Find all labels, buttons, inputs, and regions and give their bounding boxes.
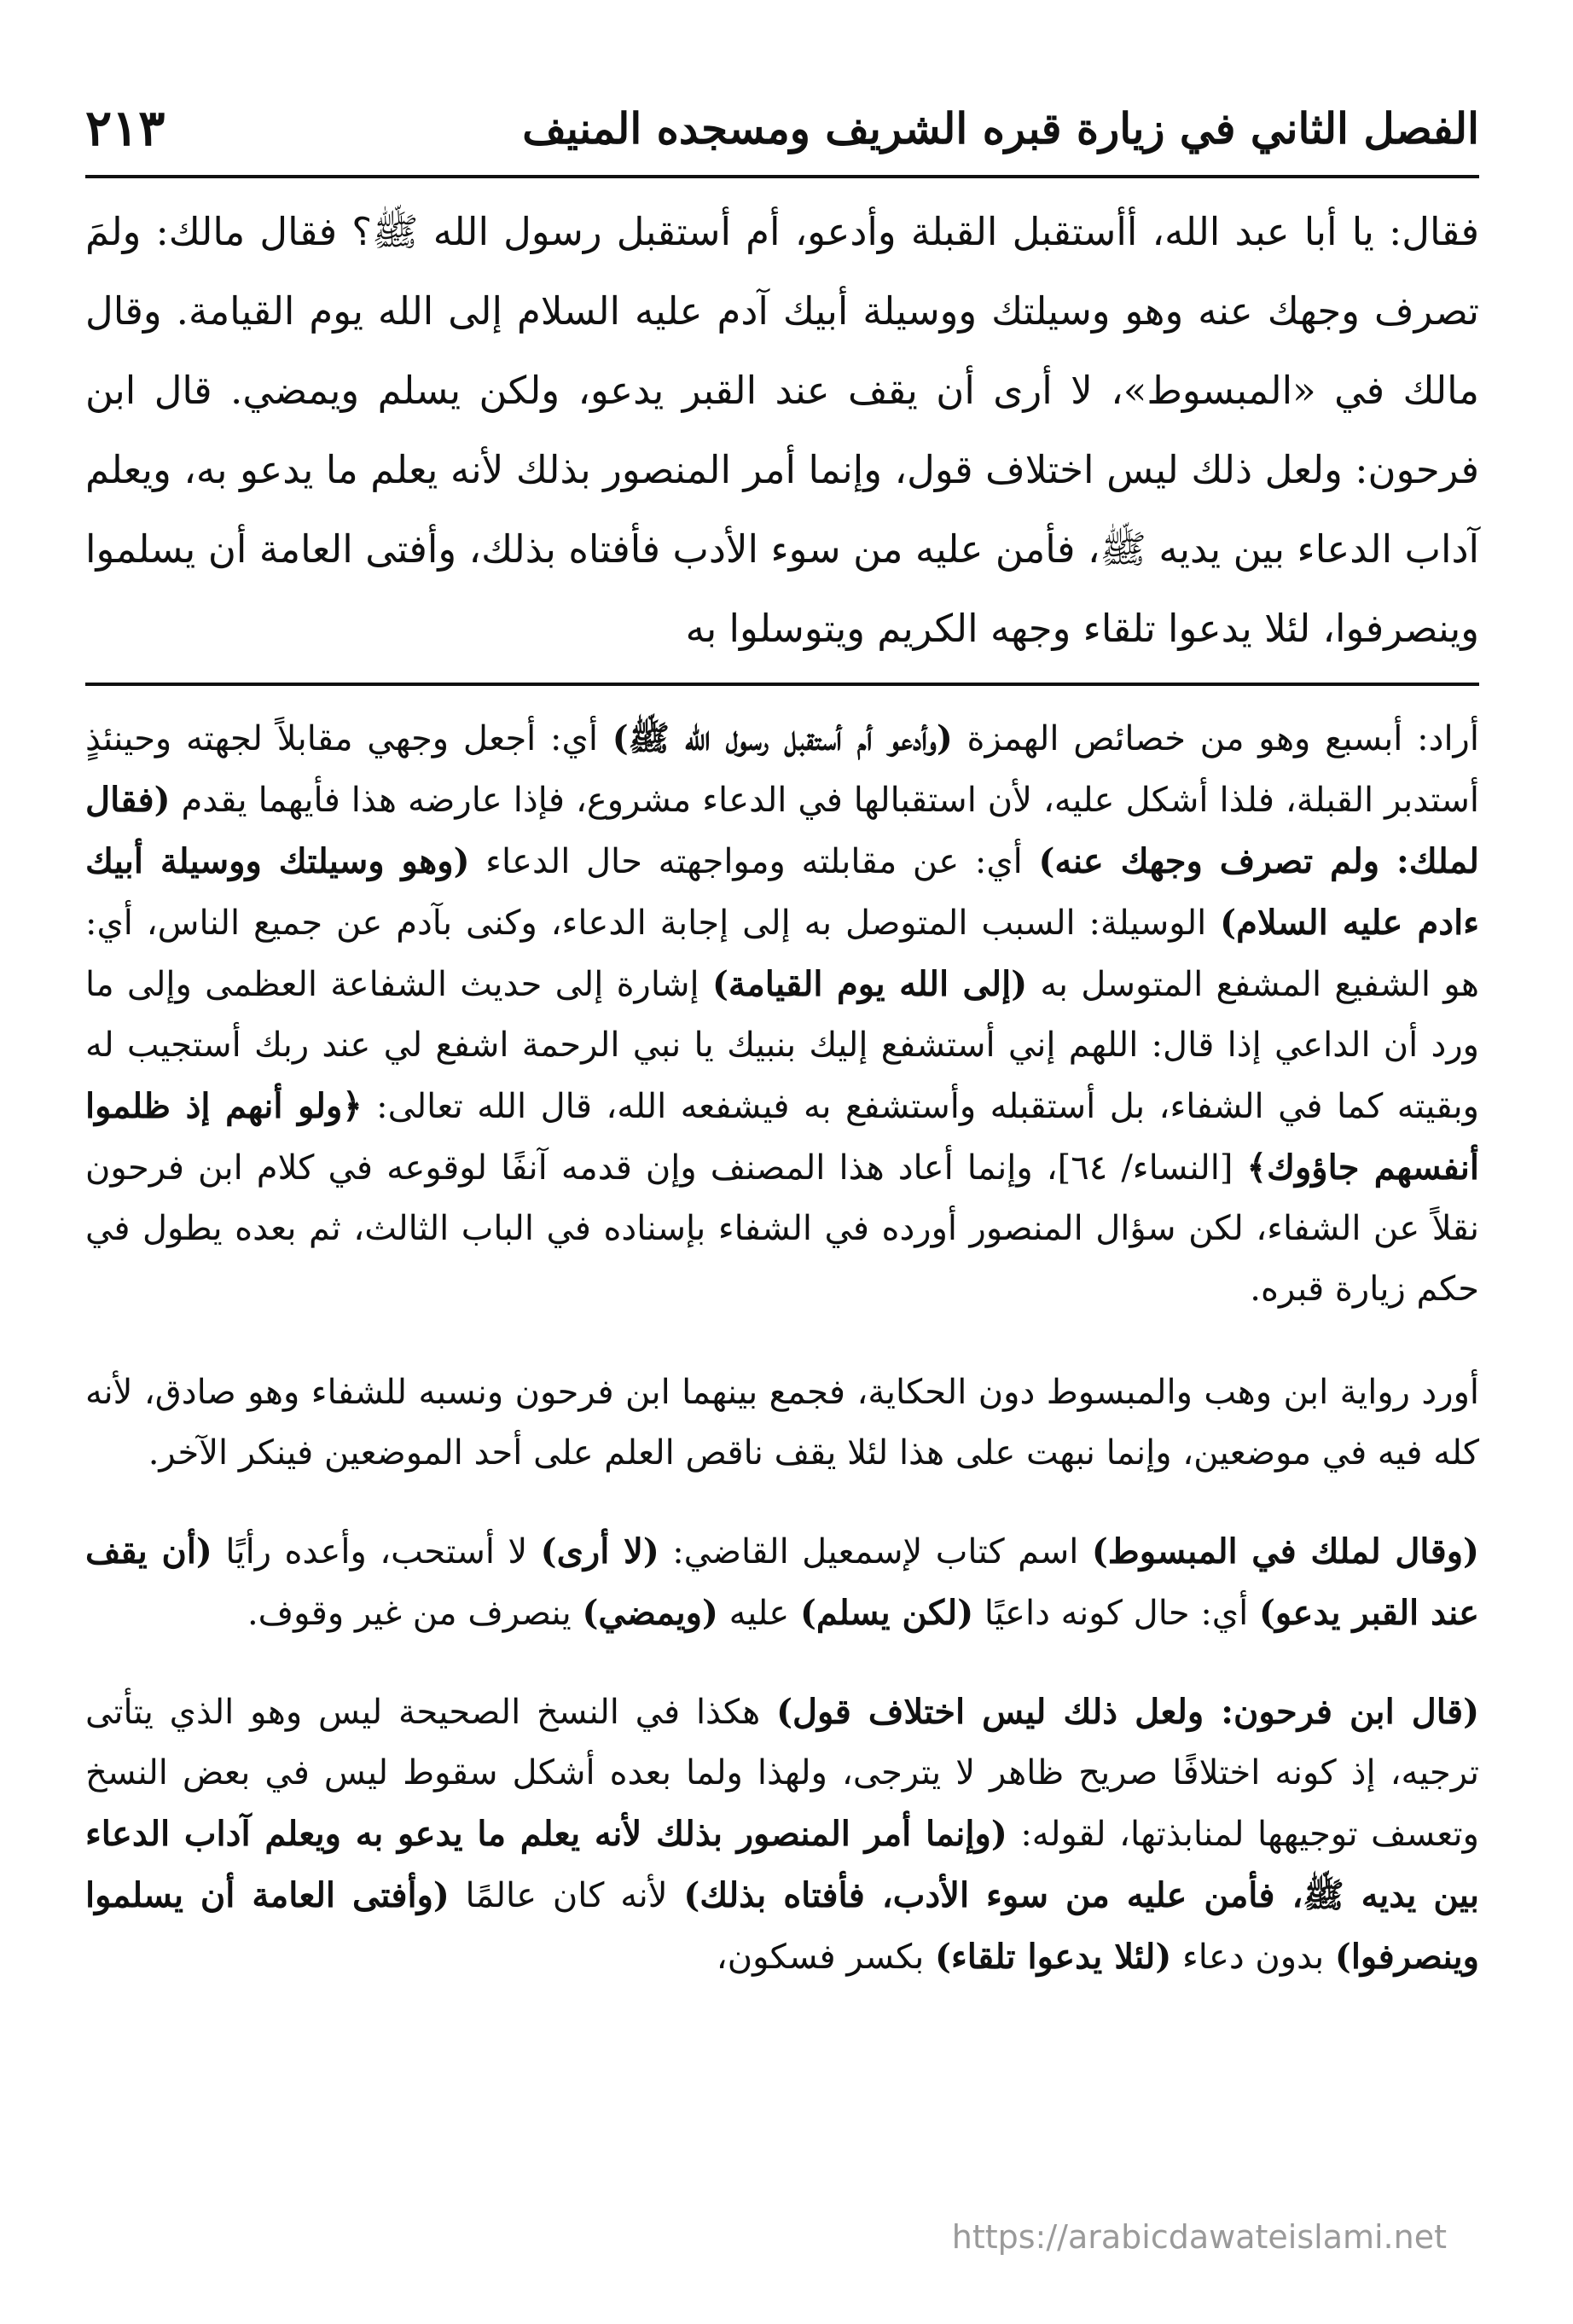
commentary-text: عليه [717,1594,800,1633]
quoted-matn: (فقال لملك: ولم تصرف وجهك عنه) [85,780,1479,881]
commentary-text: الوسيلة: السبب المتوصل به إلى إجابة الدعاء، وكنى بآدم عن جميع الناس، أي: هو الشفيع المشفع المتوسل به [85,903,1480,1004]
commentary-divider [85,683,1479,686]
commentary-block-4 [85,1682,1479,1988]
quoted-matn: (وإنما أمر المنصور بذلك لأنه يعلم ما يدعو به ويعلم آداب الدعاء بين يديه ﷺ، فأمن عليه من سوء الأدب، فأفتاه بذلك) [85,1814,1479,1915]
quoted-matn: (وأدعو أم أستقبل رسول الله ﷺ) [612,718,953,758]
quoted-matn: (أن يقف عند القبر يدعو) [85,1531,1479,1633]
main-paragraph: فقال: يا أبا عبد الله، أأستقبل القبلة وأدعو، أم أستقبل رسول الله ﷺ؟ فقال مالك: ولمَ تصرف وجهك عنه وهو وسيلتك ووسيلة أبيك آدم عليه السلام إلى الله يوم القيامة. وقال مالك في «المبسوط»، لا أرى أن يقف عند القبر يدعو، ولكن يسلم ويمضي. قال ابن فرحون: ولعل ذلك ليس اختلاف قول، وإنما أمر المنصور بذلك لأنه يعلم ما يدعو به، ويعلم آداب الدعاء بين يديه ﷺ، فأمن عليه من سوء الأدب فأفتاه بذلك، وأفتى العامة أن يسلموا وينصرفوا، لئلا يدعوا تلقاء وجهه الكريم ويتوسلوا به [85,209,1479,651]
commentary-text: لا أستحب، وأعده رأيًا [212,1532,541,1572]
commentary-text: ينصرف من غير وقوف. [247,1594,583,1633]
quoted-matn: (وقال لملك في المبسوط) [1091,1531,1479,1572]
quoted-matn: (ويمضي) [582,1593,718,1633]
quoted-matn: (قال ابن فرحون: ولعل ذلك ليس اختلاف قول) [776,1692,1479,1732]
quoted-matn: (لا أرى) [540,1531,659,1572]
commentary-text: أي: عن مقابلته ومواجهته حال الدعاء [469,842,1039,881]
quoted-matn: (لكن يسلم) [799,1593,974,1633]
commentary-block-2: أورد رواية ابن وهب والمبسوط دون الحكاية، فجمع بينهما ابن فرحون ونسبه للشفاء وهو صادق، لأنه كله فيه في موضعين، وإنما نبهت على هذا لئلا يقف ناقص العلم على أحد الموضعين فينكر الآخر. [85,1373,1479,1473]
commentary-text: إشارة إلى حديث الشفاعة العظمى وإلى ما ورد أن الداعي إذا قال: اللهم إني أستشفع إليك بنبيك يا نبي الرحمة اشفع لي عند ربك أستجيب له وبقيته كما في الشفاء، بل أستقبله وأستشفع به فيشفعه الله، قال الله تعالى: [85,965,1479,1126]
commentary-text: بدون دعاء [1171,1938,1335,1977]
commentary-block-1 [85,708,1479,1320]
watermark: https://arabicdawateislami.net [951,2218,1447,2256]
commentary-text: أراد: أبسبع وهو من خصائص الهمزة [952,719,1479,758]
running-title: الفصل الثاني في زيارة قبره الشريف ومسجده المنيف [522,102,1479,154]
commentary-text: هكذا في النسخ الصحيحة ليس وهو الذي يتأتى ترجيه، إذ كونه اختلافًا صريح ظاهر لا يترجى، ولهذا ولما بعده أشكل سقوط ليس في بعض النسخ وتعسف توجيهها لمنابذتها، لقوله: [85,1693,1479,1854]
commentary-text: لأنه كان عالمًا [449,1876,684,1915]
quoted-matn: (وأفتى العامة أن يسلموا وينصرفوا) [85,1875,1479,1977]
main-text [85,192,1479,668]
page-header [85,81,1479,175]
commentary-block-3 [85,1521,1479,1644]
quoted-matn: (إلى الله يوم القيامة) [711,964,1028,1004]
quoted-matn: (لئلا يدعوا تلقاء) [935,1937,1172,1977]
commentary-text: أي: أجعل وجهي مقابلاً لجهته وحينئذٍ أستدبر القبلة، فلذا أشكل عليه، لأن استقبالها في الدعاء مشروع، فإذا عارضه هذا فأيهما يقدم [85,719,1479,820]
page-number: ٢١٣ [85,99,165,157]
quoted-matn: ﴿ولو أنهم إذ ظلموا أنفسهم جاؤوك﴾ [85,1086,1480,1188]
header-rule [85,175,1479,178]
commentary-text: [النساء/ ٦٤]، وإنما أعاد هذا المصنف وإن قدمه آنفًا لوقوعه في كلام ابن فرحون نقلاً عن الشفاء، لكن سؤال المنصور أورده في الشفاء بإسناده في الباب الثالث، ثم بعده يطول في حكم زيارة قبره. [85,1148,1479,1309]
quoted-matn: (وهو وسيلتك ووسيلة أبيك ءادم عليه السلام) [85,841,1479,943]
commentary [85,708,1479,1988]
commentary-text: أي: حال كونه داعيًا [973,1594,1259,1633]
commentary-text: بكسر فسكون، [716,1938,936,1977]
commentary-text: اسم كتاب لإسمعيل القاضي: [659,1532,1092,1572]
